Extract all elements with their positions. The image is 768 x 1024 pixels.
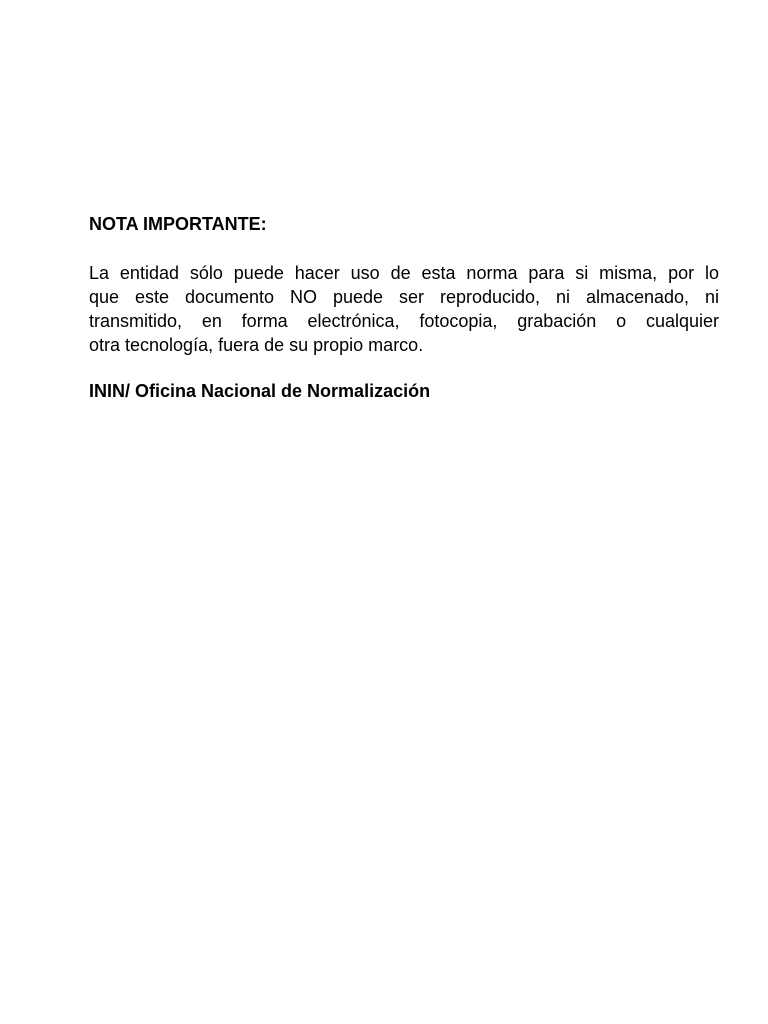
notice-heading: NOTA IMPORTANTE: bbox=[89, 214, 267, 234]
notice-body-line: transmitido, en forma electrónica, fotocopia, grabación o cualquier bbox=[89, 311, 719, 331]
organization-name: ININ/ Oficina Nacional de Normalización bbox=[89, 381, 431, 401]
notice-body bbox=[89, 261, 719, 357]
notice-body-line: otra tecnología, fuera de su propio marco. bbox=[89, 335, 424, 355]
notice-body-line: que este documento NO puede ser reproducido, ni almacenado, ni bbox=[89, 287, 719, 307]
notice-body-line: La entidad sólo puede hacer uso de esta norma para si misma, por lo bbox=[89, 263, 719, 283]
